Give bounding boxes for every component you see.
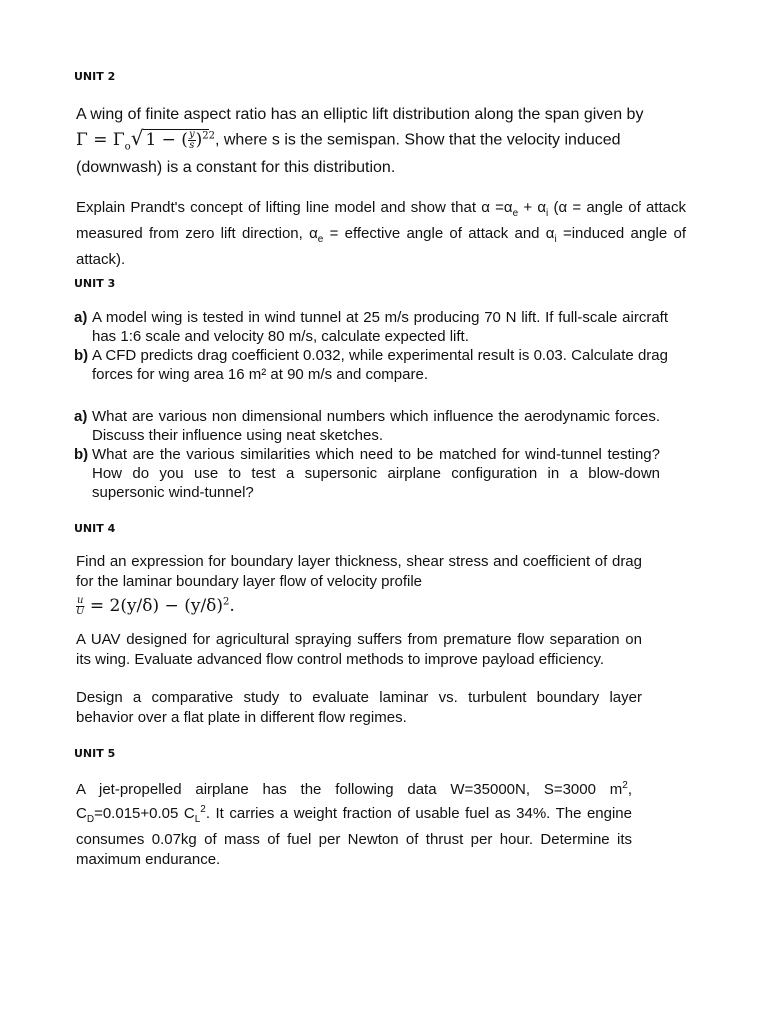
y-over-s-fraction: $\frac{y}{s}$ <box>188 128 195 151</box>
unit-4-heading: UNIT 4 <box>74 522 116 535</box>
list-item: b) A CFD predicts drag coefficient 0.032, while experimental result is 0.03. Calculate drag forces for wing area 16 m² at 90 m/s and compare. <box>74 347 668 383</box>
unit-3-question-set-2 <box>74 407 660 502</box>
unit-3-question-set-1 <box>74 308 668 384</box>
unit-5-heading: UNIT 5 <box>74 747 116 760</box>
unit-4-question-3: Design a comparative study to evaluate laminar vs. turbulent boundary layer behavior over a flat plate in different flow regimes. <box>76 689 642 726</box>
list-item: a) A model wing is tested in wind tunnel at 25 m/s producing 70 N lift. If full-scale aircraft has 1:6 scale and velocity 80 m/s, calculate expected lift. <box>74 309 668 345</box>
unit-4-question-2: A UAV designed for agricultural spraying suffers from premature flow separation on its wing. Evaluate advanced flow control methods to improve payload efficiency. <box>76 631 642 668</box>
q1-line-3: (downwash) is a constant for this distribution. <box>76 159 396 177</box>
unit-5-question-1: A jet-propelled airplane has the following data W=35000N, S=3000 $m^2$, $C_D=0.015+0.05$ $C_L^2$. It carries a weight fraction of usable fuel as 34%. The engine consumes 0.07kg of mass of fuel per Newton of thrust per hour. Determine its maximum endurance. <box>76 780 632 868</box>
circulation-formula: $\Gamma = \Gamma_o√$ 1 − ( $\frac{y}{s}$ )$^{22}$ <box>76 125 215 153</box>
unit-2-question-1: A wing of finite aspect ratio has an elliptic lift distribution along the span given by $\Gamma = \Gamma_o√$ 1 − ( $\frac{y}{s}$ )$^{22}$, where s is the semispan. Show that the velocity induced (downwash) is a constant for this distribution. <box>76 106 644 177</box>
unit-2-question-2: Explain Prandt's concept of lifting line model and show that $\alpha =\alpha_e + \alpha_i$ (α = angle of attack measured from zero lift direction, $\alpha_e$ = effective angle of attack and $\alpha_i$ =induced angle of attack). <box>76 199 686 268</box>
unit-4-question-1: Find an expression for boundary layer thickness, shear stress and coefficient of drag for the laminar boundary layer flow of velocity profile $\frac{u}{U}$ = $2(y/\delta) - (y/\delta)^2$. <box>76 553 642 617</box>
unit-2-heading: UNIT 2 <box>74 70 116 83</box>
unit-3-heading: UNIT 3 <box>74 277 116 290</box>
list-item: b) What are the various similarities which need to be matched for wind-tunnel testing? How do you use to test a supersonic airplane configuration in a blow-down supersonic wind-tunnel? <box>74 446 660 501</box>
list-item: a) What are various non dimensional numbers which influence the aerodynamic forces. Discuss their influence using neat sketches. <box>74 408 660 444</box>
velocity-profile-formula: $\frac{u}{U}$ = $2(y/\delta) - (y/\delta)^2$. <box>76 594 235 617</box>
q1-line-1: A wing of finite aspect ratio has an elliptic lift distribution along the span given by <box>76 106 644 123</box>
